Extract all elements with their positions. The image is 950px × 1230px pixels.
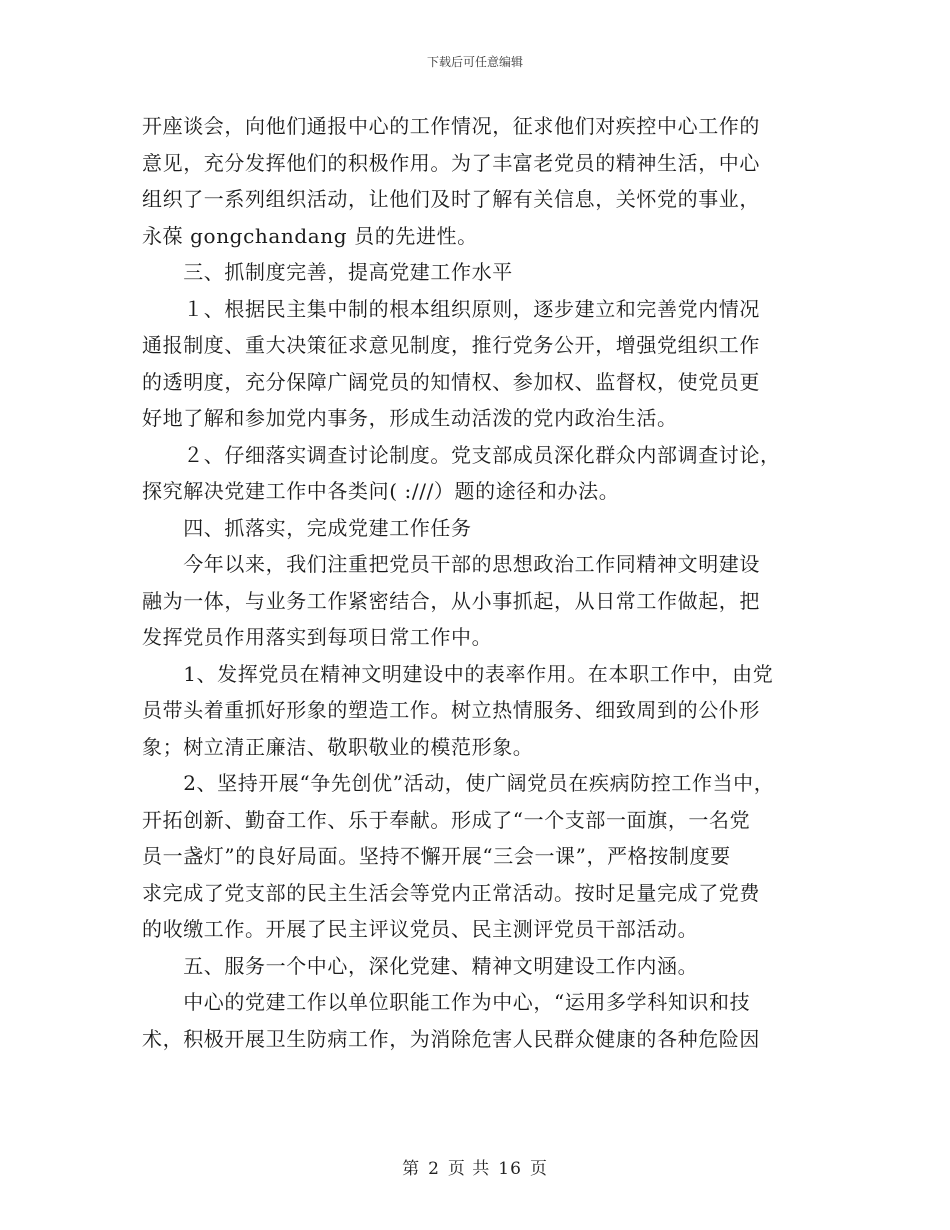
text-line: １、根据民主集中制的根本组织原则，逐步建立和完善党内情况: [142, 296, 760, 321]
text-line: 探究解决党建工作中各类问( :///）题的途径和办法。: [142, 479, 620, 503]
text-line: 1、发挥党员在精神文明建设中的表率作用。在本职工作中，由党: [142, 661, 774, 686]
text-line: 永葆 gongchandang 员的先进性。: [142, 223, 478, 248]
text-line: 通报制度、重大决策征求意见制度，推行党务公开，增强党组织工作: [142, 333, 760, 357]
text-line: 好地了解和参加党内事务，形成生动活泼的党内政治生活。: [142, 406, 678, 430]
text-line: 员带头着重抓好形象的塑造工作。树立热情服务、细致周到的公仆形: [142, 698, 760, 722]
text-line: 发挥党员作用落实到每项日常工作中。: [142, 625, 493, 649]
section-heading-4: 四、抓落实，完成党建工作任务: [142, 515, 472, 540]
text-line: 员一盏灯”的良好局面。坚持不懈开展“三会一课”，严格按制度要: [142, 844, 731, 868]
section-heading-5: 五、服务一个中心，深化党建、精神文明建设工作内涵。: [142, 953, 699, 978]
text-line: 象；树立清正廉洁、敬职敬业的模范形象。: [142, 734, 534, 759]
text-line: 的透明度，充分保障广阔党员的知情权、参加权、监督权，使党员更: [142, 369, 760, 394]
document-body: [142, 112, 832, 1061]
footer-suffix: 页: [529, 1159, 548, 1179]
page-footer: [0, 1154, 950, 1179]
page-number: 2: [428, 1159, 440, 1179]
text-line: 开拓创新、勤奋工作、乐于奉献。形成了“一个支部一面旗，一名党: [142, 807, 751, 832]
total-pages: 16: [498, 1159, 522, 1179]
text-line: 意见，充分发挥他们的积极作用。为了丰富老党员的精神生活，中心: [142, 150, 760, 175]
text-line: 求完成了党支部的民主生活会等党内正常活动。按时足量完成了党费: [142, 880, 760, 905]
text-line: 组织了一系列组织活动，让他们及时了解有关信息，关怀党的事业，: [142, 187, 760, 211]
text-line: 中心的党建工作以单位职能工作为中心，“运用多学科知识和技: [142, 990, 751, 1014]
text-line: 开座谈会，向他们通报中心的工作情况，征求他们对疾控中心工作的: [142, 114, 760, 138]
page-header: 下载后可任意编辑: [426, 55, 523, 69]
text-line: 2、坚持开展“争先创优”活动，使广阔党员在疾病防控工作当中，: [142, 771, 775, 795]
text-line: ２、仔细落实调查讨论制度。党支部成员深化群众内部调查讨论，: [142, 442, 781, 467]
text-line: 融为一体，与业务工作紧密结合，从小事抓起，从日常工作做起，把: [142, 588, 760, 613]
text-line: 的收缴工作。开展了民主评议党员、民主测评党员干部活动。: [142, 917, 699, 941]
text-line: 今年以来，我们注重把党员干部的思想政治工作同精神文明建设: [142, 552, 760, 576]
section-heading-3: 三、抓制度完善，提高党建工作水平: [142, 260, 513, 284]
footer-middle: 页 共: [447, 1159, 491, 1179]
text-line: 术，积极开展卫生防病工作，为消除危害人民群众健康的各种危险因: [142, 1026, 760, 1051]
footer-prefix: 第: [402, 1159, 421, 1179]
